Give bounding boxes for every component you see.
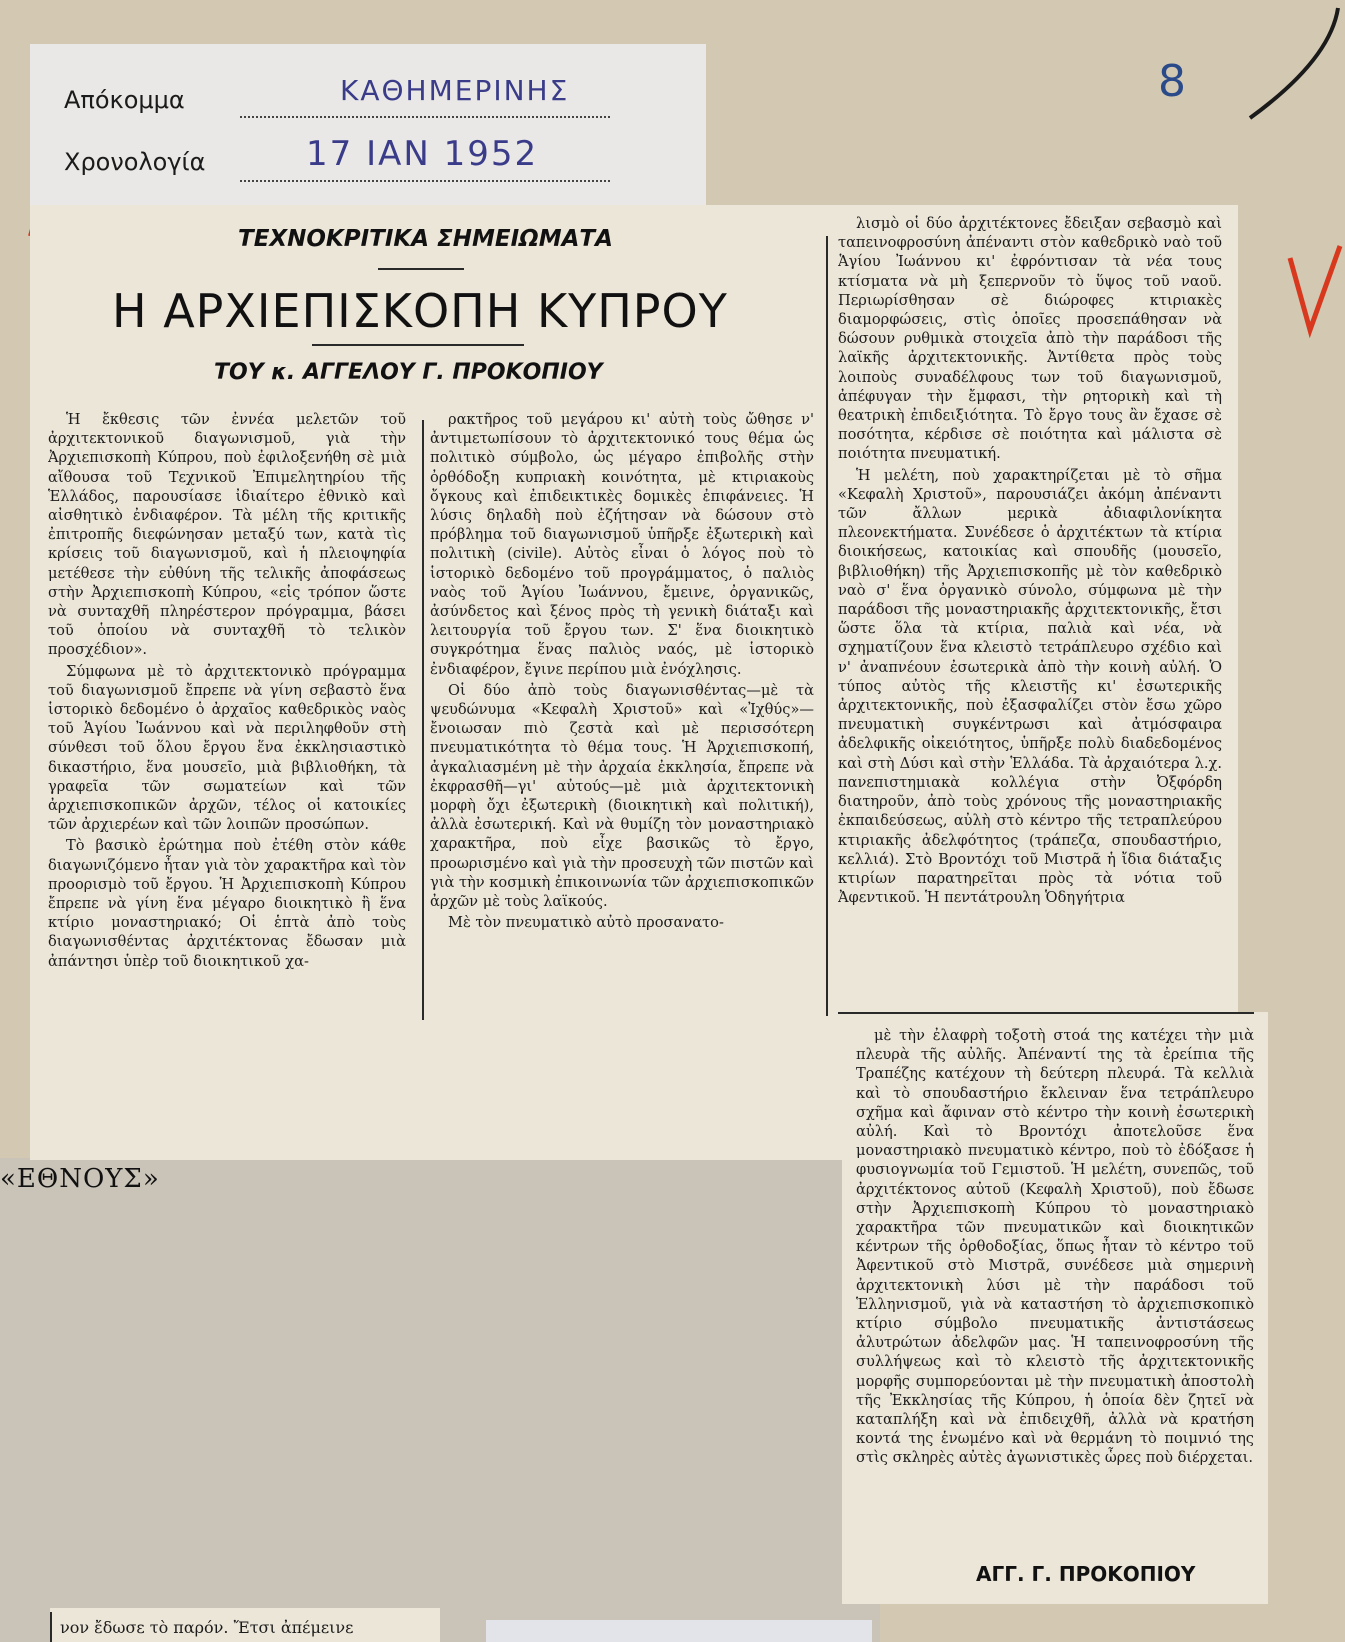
article-rubric: ΤΕΧΝΟΚΡΙΤΙΚΑ ΣΗΜΕΙΩΜΑΤΑ [238, 226, 613, 252]
clipping-label: Απόκομμα [64, 86, 185, 114]
paragraph: Ἡ ἔκθεσις τῶν ἐννέα μελετῶν τοῦ ἀρχιτεκτονικοῦ διαγωνισμοῦ, γιὰ τὴν Ἀρχιεπισκοπὴ Κύπρου, ποὺ ἐφιλοξενήθη σὲ μιὰ αἴθουσα τοῦ Τεχνικοῦ Ἐπιμελητηρίου τῆς Ἑλλάδος, παρουσίασε ἰδιαίτερο ἐθνικὸ καὶ αἰσθητικὸ ἐνδιαφέρον. Τὰ μέλη τῆς κριτικῆς ἐπιτροπῆς διεφώνησαν μεταξύ των, κατὰ τὶς κρίσεις τοῦ διαγωνισμοῦ, καὶ ἡ πλειοψηφία μετέθεσε τὴν εὐθύνη τῆς τελικῆς ἀποφάσεως στὴν Ἀρχιεπισκοπὴ Κύπρου, «εἰς τρόπον ὥστε νὰ συνταχθῆ πληρέστερον πρόγραμμα, βάσει τοῦ ὁποίου νὰ συνταχθῆ τὸ τελικὸν προσχέδιον». [48, 411, 406, 659]
column-rule [50, 1612, 52, 1642]
pencil-eight-mark [1250, 8, 1338, 118]
paragraph: Σύμφωνα μὲ τὸ ἀρχιτεκτονικὸ πρόγραμμα τοῦ διαγωνισμοῦ ἔπρεπε νὰ γίνη σεβαστὸ ἕνα ἱστορικὸ δεδομένο ὁ ἀρχαῖος καθεδρικὸς ναὸς τοῦ Ἁγίου Ἰωάννου καὶ νὰ περιληφθοῦν στὴ σύνθεσι τοῦ ὅλου ἔργου ἕνα ἐκκλησιαστικὸ δικαστήριο, ἕνα μουσεῖο, μιὰ βιβλιοθήκη, τὰ γραφεῖα τῶν σωματείων καὶ τῶν ἀρχιεπισκοπικῶν ἀρχῶν, τέλος οἱ κατοικίες τῶν ἀρχιερέων καὶ τῶν λοιπῶν προσώπων. [48, 662, 406, 834]
paragraph: Ἡ μελέτη, ποὺ χαρακτηρίζεται μὲ τὸ σῆμα «Κεφαλὴ Χριστοῦ», παρουσιάζει ἀκόμη ἀπέναντι τῶν ἄλλων μερικὰ ἀδιαφιλονίκητα πλεονεκτήματα. Συνέδεσε ὁ ἀρχιτέκτων τὰ κτίρια διοικήσεως, κατοικίας καὶ σπουδῆς (μουσεῖο, βιβλιοθήκη) τῆς Ἀρχιεπισκοπῆς μὲ τὸν καθεδρικὸ ναὸ σ' ἕνα ὀργανικὸ σύνολο, σύμφωνα μὲ τὴν παράδοσι τῆς μοναστηριακῆς ἀρχιτεκτονικῆς, ἔτσι ὥστε ὅλα τὰ κτίρια, παλιὰ καὶ νέα, νὰ σχηματίζουν ἕνα κλειστὸ τετράπλευρο σχέδιο καὶ ν' ἀναπνέουν ἐσωτερικὰ ἀπὸ τὴν κοινὴ αὐλή. Ὁ τύπος αὐτὸς τῆς κλειστῆς κι' ἐσωτερικῆς ἀρχιτεκτονικῆς, ποὺ ἐξασφαλίζει στὸν ἔσω χῶρο πνευματικὴ συγκέντρωσι καὶ ἀτμόσφαιρα ἀδελφικῆς οἰκειότητος, ὑπῆρξε πολὺ διαδεδομένος καὶ στὴ Δύσι καὶ στὴν Ἑλλάδα. Τὰ ἀρχαιότερα λ.χ. πανεπιστημιακὰ κολλέγια στὴν Ὀξφόρδη διατηροῦν, ἀπὸ τοὺς χρόνους τῆς μοναστηριακῆς ἐκπαιδεύσεως, αὐλὴ στὸ κέντρο τῆς τετραπλεύρου κτιριακῆς ἀδελφότητος (τράπεζα, σπουδαστήριο, κελλιά). Στὸ Βροντόχι τοῦ Μιστρᾶ ἡ ἴδια διάταξις κτιρίων παρατηρεῖται πρὸς τὰ νότια τοῦ Ἀφεντικοῦ. Ἡ πεντάτρουλη Ὁδηγήτρια [838, 466, 1222, 907]
paragraph: Τὸ βασικὸ ἐρώτημα ποὺ ἐτέθη στὸν κάθε διαγωνιζόμενο ἦταν γιὰ τὸν χαρακτῆρα καὶ τὸν προορισμὸ τοῦ ἔργου. Ἡ Ἀρχιεπισκοπὴ Κύπρου ἔπρεπε νὰ γίνη ἕνα μέγαρο διοικητικὸ ἢ ἕνα κτίριο μοναστηριακό; Οἱ ἑπτὰ ἀπὸ τοὺς διαγωνισθέντας ἀρχιτέκτονας ἔδωσαν μιὰ ἀπάντησι ὑπὲρ τοῦ διοικητικοῦ χα- [48, 837, 406, 970]
page-number: 8 [1158, 56, 1186, 107]
article-column-4 [856, 1026, 1254, 1554]
bottom-fragment-text: νον ἔδωσε τὸ παρόν. Ἔτσι ἀπέμεινε [60, 1618, 354, 1637]
paragraph: λισμὸ οἱ δύο ἀρχιτέκτονες ἔδειξαν σεβασμὸ καὶ ταπεινοφροσύνη ἀπέναντι στὸν καθεδρικὸ ναὸ τοῦ Ἁγίου Ἰωάννου κι' ἐφρόντισαν τὰ νέα τους κτίσματα νὰ μὴ ξεπερνοῦν τὸ ὕψος τοῦ ναοῦ. Περιωρίσθησαν σὲ διώροφες κτιριακὲς διαμορφώσεις, στὶς ὁποῖες προσεπάθησαν νὰ δώσουν ρυθμικὰ στοιχεῖα ἀπὸ τὴν παράδοσι τῆς λαϊκῆς ἀρχιτεκτονικῆς. Ἀντίθετα πρὸς τοὺς λοιποὺς συναδέλφους των τοῦ διαγωνισμοῦ, ἀπέφυγαν τὴν ἔμφασι, τὴν ρητορικὴ καὶ τὴ θεατρικὴ ἐπιδειξιότητα. Τὸ ἔργο τους ἂν ἔχασε σὲ ποσότητα, κέρδισε σὲ ποιότητα καὶ μάλιστα σὲ ποιότητα πνευματική. [838, 215, 1222, 463]
column-rule [422, 420, 424, 1020]
paragraph: μὲ τὴν ἐλαφρὴ τοξοτὴ στοά της κατέχει τὴν μιὰ πλευρὰ τῆς αὐλῆς. Ἀπέναντί της τὰ ἐρείπια τῆς Τραπέζης κατέχουν τὴ δεύτερη πλευρά. Τὰ κελλιὰ καὶ τὸ σπουδαστήριο ἔκλειναν ἕνα τετράπλευρο σχῆμα καὶ ἄφιναν στὸ κέντρο τὴν κοινὴ ἐσωτερικὴ αὐλή. Καὶ τὸ Βροντόχι ἀποτελοῦσε ἕνα μοναστηριακὸ πνευματικὸ κέντρο, ποὺ τὸ ἐδόξασε ἡ φυσιογνωμία τοῦ Γεμιστοῦ. Ἡ μελέτη, συνεπῶς, τοῦ ἀρχιτέκτονος αὐτοῦ (Κεφαλὴ Χριστοῦ), ποὺ ἔδωσε στὴν Ἀρχιεπισκοπὴ Κύπρου τὸ μοναστηριακὸ χαρακτῆρα τῶν πνευματικῶν καὶ διοικητικῶν κέντρων τῆς ὀρθοδοξίας, ὅπως ἦταν τὸ κέντρο τοῦ Ἀφεντικοῦ στὸ Μιστρᾶ, συνέδεσε μιὰ σημερινὴ ἀρχιτεκτονικὴ λύσι μὲ τὴν παράδοσι τοῦ Ἑλληνισμοῦ, γιὰ νὰ καταστήση τὸ ἀρχιεπισκοπικὸ κτίριο σύμβολο πνευματικῆς ἀντιστάσεως ἀλυτρώτων ἀδελφῶν μας. Ἡ ταπεινοφροσύνη τῆς συλλήψεως καὶ τὸ κλειστὸ τῆς ἀρχιτεκτονικῆς μορφῆς συμπορεύονται μὲ τὴν πνευματικὴ ἀποστολὴ τῆς Ἐκκλησίας τῆς Κύπρου, ἡ ὁποία δὲν ζητεῖ νὰ καταπλήξη καὶ νὰ ἐπιδειχθῆ, ἀλλὰ νὰ κρατήση κοντά της ἑνωμένο καὶ νὰ θερμάνη τὸ ποιμνιό της στὶς σκληρὲς αὐτὲς ἀγωνιστικὲς ὧρες ποὺ διέρχεται. [856, 1027, 1254, 1467]
bottom-stamp-fragment [486, 1620, 872, 1642]
source-value: ΚΑΘΗΜΕΡΙΝΗΣ [340, 74, 570, 107]
article-signature: ΑΓΓ. Γ. ΠΡΟΚΟΠΙΟΥ [976, 1562, 1196, 1586]
date-value: 17 ΙΑΝ 1952 [306, 134, 539, 174]
red-check-mark [1290, 246, 1340, 330]
date-label: Χρονολογία [64, 148, 206, 176]
article-column-1 [48, 410, 406, 1022]
article-column-2 [430, 410, 814, 1022]
column-rule [838, 1012, 1254, 1014]
other-clipping-label: «ΕΘΝΟΥΣ» [0, 1164, 160, 1194]
paragraph: Μὲ τὸν πνευματικὸ αὐτὸ προσανατο- [448, 914, 724, 932]
paragraph: Οἱ δύο ἀπὸ τοὺς διαγωνισθέντας—μὲ τὰ ψευδώνυμα «Κεφαλὴ Χριστοῦ» καὶ «Ἰχθύς»—ἔνοιωσαν πιὸ ζεστὰ καὶ μὲ περισσότερη πνευματικότητα τὸ θέμα τους. Ἡ Ἀρχιεπισκοπή, ἀγκαλιασμένη μὲ τὴν ἀρχαία ἐκκλησία, ἔπρεπε νὰ ἐκφρασθῆ—γι' αὐτούς—μὲ μιὰ ἀρχιτεκτονικὴ μορφὴ ὄχι ἐξωτερικὴ (διοικητικὴ καὶ πολιτική), ἀλλὰ ἐσωτερική. Καὶ νὰ θυμίζη τὸν μοναστηριακὸ χαρακτῆρα, ποὺ εἶχε βασικῶς τὸ ἔργο, προωρισμένο καὶ γιὰ τὴν προσευχὴ τῶν πιστῶν καὶ γιὰ τὴν κοσμικὴ ἐπικοινωνία τῶν ἀρχιεπισκοπικῶν ἀρχῶν μὲ τοὺς λαϊκούς. [430, 681, 814, 911]
article-column-3 [838, 214, 1222, 1010]
rubric-rule [378, 268, 464, 270]
title-rule [312, 344, 524, 346]
article-byline: ΤΟΥ κ. ΑΓΓΕΛΟΥ Γ. ΠΡΟΚΟΠΙΟΥ [214, 360, 603, 385]
article-title: Η ΑΡΧΙΕΠΙΣΚΟΠΗ ΚΥΠΡΟΥ [112, 284, 728, 338]
column-rule [826, 236, 828, 1016]
paragraph: ρακτῆρος τοῦ μεγάρου κι' αὐτὴ τοὺς ὤθησε ν' ἀντιμετωπίσουν τὸ ἀρχιτεκτονικό τους θέμα ὡς πολιτικὸ σύμβολο, ὡς μέγαρο ἐπιβολῆς στὴν ὀρθόδοξη κυπριακὴ κοινότητα, μὲ κτιριακοὺς ὄγκους καὶ ἐπιδεικτικὲς δομικὲς ἐπιφάνειες. Ἡ λύσις δηλαδὴ ποὺ ἐζήτησαν νὰ δώσουν στὸ πρόβλημα τοῦ διαγωνισμοῦ ὑπῆρξε ἐξωτερικὴ καὶ πολιτικὴ (civile). Αὐτὸς εἶναι ὁ λόγος ποὺ τὸ ἱστορικὸ δεδομένο τοῦ προγράμματος, ὁ παλιὸς ναὸς τοῦ Ἁγίου Ἰωάννου, ἔμεινε, ὀργανικῶς, ἀσύνδετος καὶ ξένος πρὸς τὴ γενικὴ διάταξι καὶ λειτουργία τοῦ ἔργου των. Σ' ἕνα διοικητικὸ συγκρότημα ἕνας παλιὸς ναός, μὲ ἱστορικὸ ἐνδιαφέρον, ἔγινε περίπου μιὰ ἐνόχλησις. [430, 411, 814, 678]
